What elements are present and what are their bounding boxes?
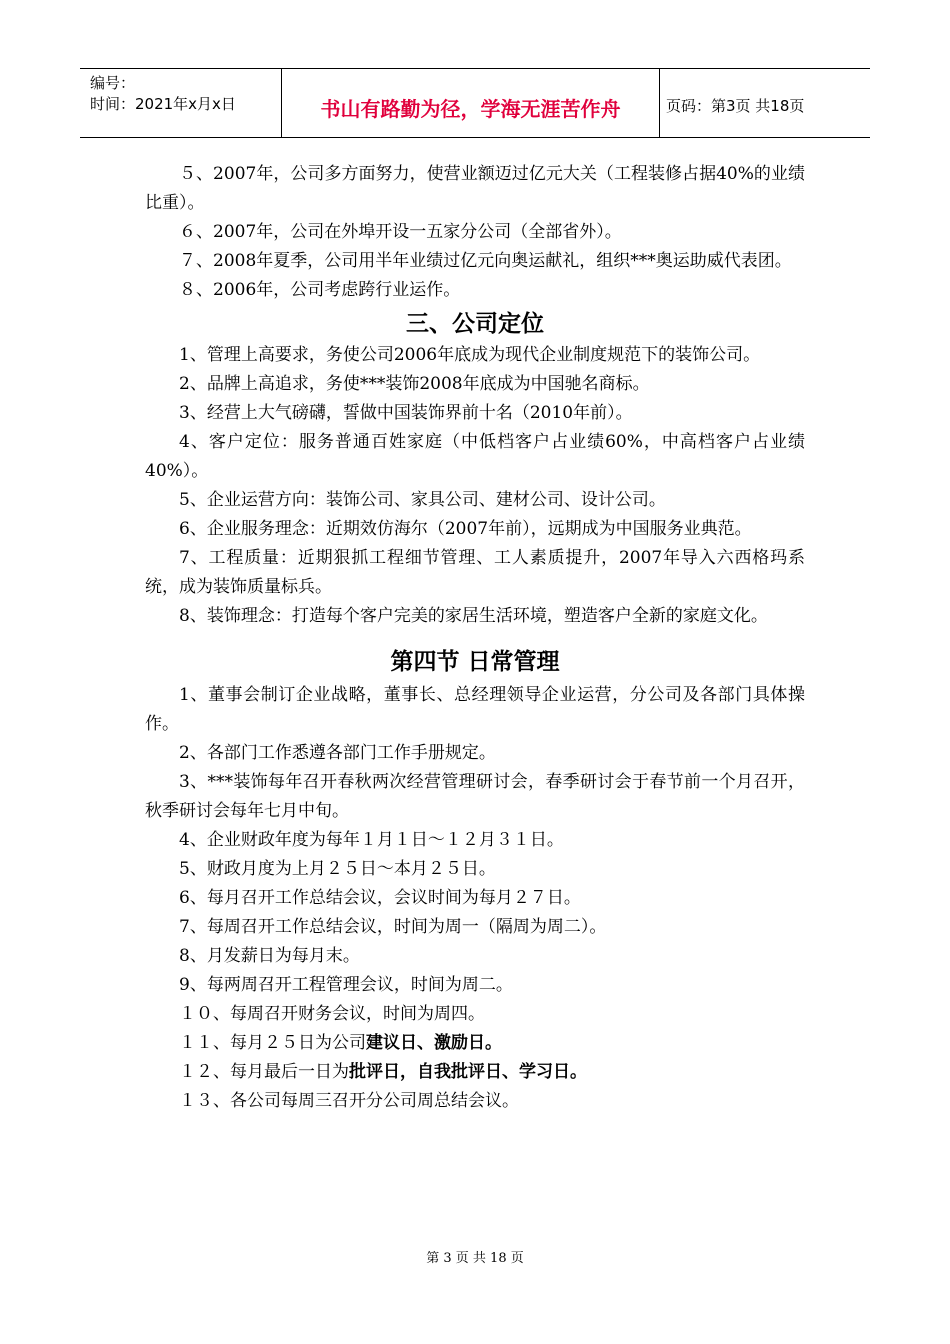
paragraph-11 (145, 1029, 805, 1058)
paragraph: 1、管理上高要求，务使公司2006年底成为现代企业制度规范下的装饰公司。 (179, 345, 761, 365)
section-heading-positioning: 三、公司定位 (406, 311, 544, 337)
header-page-label: 页码：第3页 共18页 (666, 96, 805, 115)
paragraph: 3、经营上大气磅礴，誓做中国装饰界前十名（2010年前）。 (179, 403, 633, 423)
paragraph: １０、每周召开财务会议，时间为周四。 (179, 1004, 485, 1024)
document-body (145, 160, 805, 1116)
paragraph-text: １２、每月最后一日为 (179, 1062, 349, 1082)
paragraph: 4、客户定位：服务普通百姓家庭（中低档客户占业绩60%，中高档客户占业绩40%）。 (145, 432, 805, 481)
paragraph: 1、董事会制订企业战略，董事长、总经理领导企业运营，分公司及各部门具体操作。 (145, 685, 805, 734)
header-motto: 书山有路勤为径，学海无涯苦作舟 (282, 69, 660, 137)
paragraph: ７、2008年夏季，公司用半年业绩过亿元向奥运献礼，组织***奥运助威代表团。 (179, 251, 792, 271)
paragraph: 6、企业服务理念：近期效仿海尔（2007年前），远期成为中国服务业典范。 (179, 519, 752, 539)
paragraph: 7、工程质量：近期狠抓工程细节管理、工人素质提升，2007年导入六西格玛系统，成为装饰质量标兵。 (145, 548, 805, 597)
paragraph: ８、2006年，公司考虑跨行业运作。 (179, 280, 461, 300)
paragraph: 6、每月召开工作总结会议，会议时间为每月２７日。 (179, 888, 581, 908)
paragraph: 8、装饰理念：打造每个客户完美的家居生活环境，塑造客户全新的家庭文化。 (179, 606, 768, 626)
page-header (80, 68, 870, 138)
section-heading-daily-management: 第四节 日常管理 (390, 649, 560, 675)
page-footer: 第 3 页 共 18 页 (426, 1251, 524, 1266)
paragraph: １３、各公司每周三召开分公司周总结会议。 (179, 1091, 519, 1111)
paragraph: 5、财政月度为上月２５日～本月２５日。 (179, 859, 496, 879)
emphasis-text: 建议日、激励日。 (366, 1033, 502, 1053)
paragraph: ６、2007年，公司在外埠开设一五家分公司（全部省外）。 (179, 222, 622, 242)
paragraph-text: １１、每月２５日为公司 (179, 1033, 366, 1053)
emphasis-text: 批评日，自我批评日、学习日。 (349, 1062, 587, 1082)
paragraph-12 (145, 1058, 805, 1087)
number-label: 编号： (90, 74, 136, 92)
paragraph: 4、企业财政年度为每年１月１日～１２月３１日。 (179, 830, 564, 850)
paragraph: 2、各部门工作悉遵各部门工作手册规定。 (179, 743, 496, 763)
paragraph: 9、每两周召开工程管理会议，时间为周二。 (179, 975, 513, 995)
paragraph: 3、***装饰每年召开春秋两次经营管理研讨会，春季研讨会于春节前一个月召开，秋季研讨会每年七月中旬。 (145, 772, 805, 821)
header-meta (80, 69, 282, 137)
paragraph: 7、每周召开工作总结会议，时间为周一（隔周为周二）。 (179, 917, 607, 937)
paragraph: ５、2007年，公司多方面努力，使营业额迈过亿元大关（工程装修占据40%的业绩比重）。 (145, 164, 805, 213)
paragraph: 5、企业运营方向：装饰公司、家具公司、建材公司、设计公司。 (179, 490, 666, 510)
paragraph: 8、月发薪日为每月末。 (179, 946, 360, 966)
time-label: 时间：2021年x月x日 (90, 95, 236, 113)
paragraph: 2、品牌上高追求，务使***装饰2008年底成为中国驰名商标。 (179, 374, 650, 394)
